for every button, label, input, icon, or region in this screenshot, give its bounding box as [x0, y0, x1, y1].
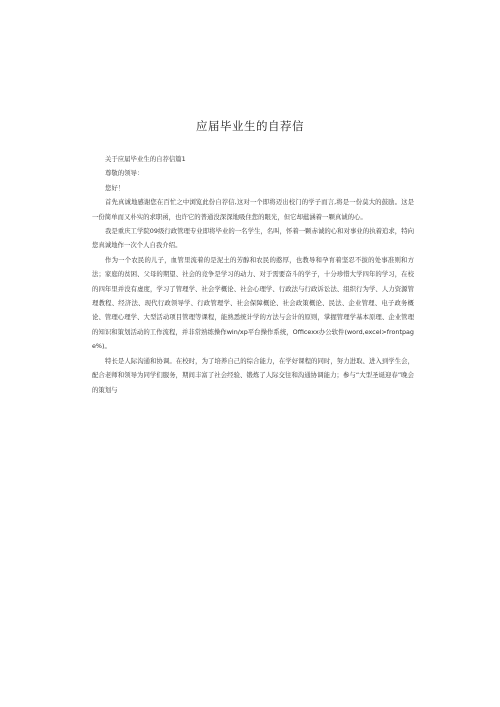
- document-body: [92, 152, 414, 397]
- paragraph-salutation: 尊敬的领导：: [105, 169, 144, 178]
- paragraph-greeting: 您好！: [105, 183, 125, 192]
- paragraph-intro: 首先真诚地感谢您在百忙之中浏览此份自荐信,这对一个即将迈出校门的学子而言,将是一份莫大的鼓励。这是一份简单而又朴实的求职函，也许它的普通没深深地吸住您的眼光，但它却蕴涵着一颗真诚的心。: [92, 198, 414, 221]
- paragraph-self-intro: 我是重庆工学院09级行政管理专业即将毕业的一名学生，名叫，怀着一颗赤诚的心和对事业的执着追求，特向您真诚地作一次个人自我介绍。: [92, 227, 414, 250]
- paragraph-education: 作为一个农民的儿子，血管里流着的是泥土的芳醇和农民的憨厚，也教导和孕育着坚忍不拔的处事准则和方法；家庭的贫困、父母的期望、社会的竞争是学习的动力、对于需要奋斗的学子，十分珍惜大学四年的学习，在校的四年里并没有虚度，学习了管理学、社会学概论、社会心理学、行政法与行政诉讼法、组织行为学、人力资源管理教程、经济法、现代行政领导学、行政管理学、社会保障概论、社会政策概论、民法、企业管理、电子政务概论、管理心理学、大型活动项目管理等课程，能熟悉统计学的方法与会计的原则，掌握管理学基本原理、企业管理的知识和策划活动的工作流程，并非常熟练操作win/xp平台操作系统，Officexx办公软件(word,excel>frontpage%)。: [92, 255, 414, 351]
- paragraph-heading: 关于应届毕业生的自荐信篇1: [105, 155, 186, 163]
- paragraph-skills: 特长是人际沟通和协调。在校时，为了培养自己的综合能力，在学好课程的同时，努力进取、进入到学生会，配合老师和领导为同学们服务，期间丰富了社会经验、锻炼了人际交往和沟通协调能力；参与“大型圣诞迎春”晚会的策划与: [92, 356, 414, 394]
- document-title: 应届毕业生的自荐信: [196, 119, 304, 133]
